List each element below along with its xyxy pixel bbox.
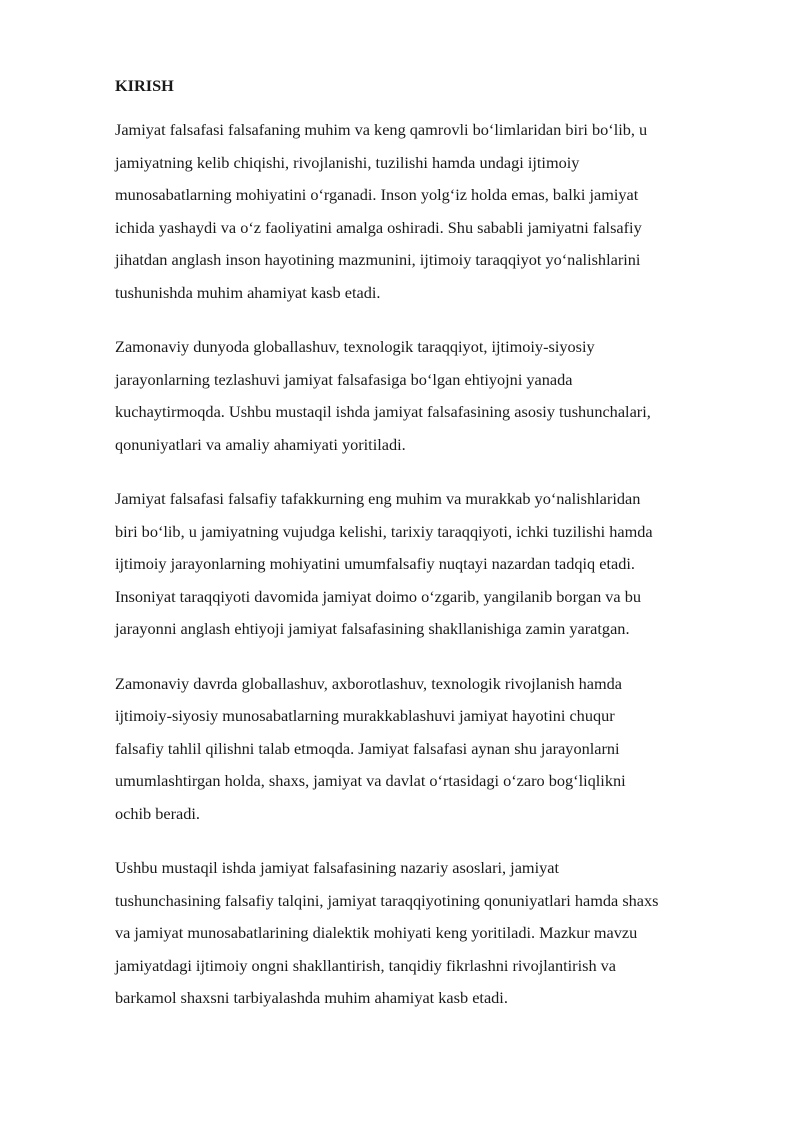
- paragraph-line: ichida yashaydi va o‘z faoliyatini amalga oshiradi. Shu sababli jamiyatni falsafiy: [115, 217, 642, 237]
- paragraph-line: kuchaytirmoqda. Ushbu mustaqil ishda jamiyat falsafasining asosiy tushunchalari,: [115, 402, 651, 421]
- paragraph-2: [115, 331, 745, 461]
- paragraph-line: va jamiyat munosabatlarining dialektik mohiyati keng yoritiladi. Mazkur mavzu: [115, 923, 638, 942]
- paragraph-line: Insoniyat taraqqiyoti davomida jamiyat doimo o‘zgarib, yangilanib borgan va bu: [115, 586, 642, 606]
- paragraph-line: jihatdan anglash inson hayotining mazmunini, ijtimoiy taraqqiyot yo‘nalishlarini: [115, 250, 641, 269]
- paragraph-4: [115, 668, 745, 831]
- paragraph-line: jamiyatdagi ijtimoiy ongni shakllantirish, tanqidiy fikrlashni rivojlantirish va: [115, 955, 617, 975]
- paragraph-line: biri bo‘lib, u jamiyatning vujudga kelishi, tarixiy taraqqiyoti, ichki tuzilishi hamda: [115, 521, 653, 541]
- paragraph-line: Zamonaviy davrda globallashuv, axborotlashuv, texnologik rivojlanish hamda: [115, 673, 623, 693]
- section-heading: KIRISH: [115, 76, 174, 95]
- paragraph-line: jarayonni anglash ehtiyoji jamiyat falsafasining shakllanishiga zamin yaratgan.: [115, 619, 630, 638]
- paragraph-line: tushunishda muhim ahamiyat kasb etadi.: [115, 282, 381, 302]
- paragraph-line: ijtimoiy-siyosiy munosabatlarning murakkablashuvi jamiyat hayotini chuqur: [115, 706, 615, 725]
- paragraph-line: munosabatlarning mohiyatini o‘rganadi. Inson yolg‘iz holda emas, balki jamiyat: [115, 185, 639, 204]
- paragraph-line: umumlashtirgan holda, shaxs, jamiyat va davlat o‘rtasidagi o‘zaro bog‘liqlikni: [115, 771, 626, 790]
- paragraph-line: falsafiy tahlil qilishni talab etmoqda. Jamiyat falsafasi aynan shu jarayonlarni: [115, 738, 620, 758]
- document-body: [115, 76, 745, 1015]
- paragraph-5: [115, 852, 745, 1015]
- paragraph-line: barkamol shaxsni tarbiyalashda muhim ahamiyat kasb etadi.: [115, 988, 508, 1007]
- paragraph-line: jarayonlarning tezlashuvi jamiyat falsafasiga bo‘lgan ehtiyojni yanada: [115, 369, 573, 389]
- paragraph-line: tushunchasining falsafiy talqini, jamiyat taraqqiyotining qonuniyatlari hamda shaxs: [115, 890, 659, 910]
- paragraph-1: [115, 114, 745, 309]
- paragraph-line: qonuniyatlari va amaliy ahamiyati yoritiladi.: [115, 434, 406, 454]
- paragraph-3: [115, 483, 745, 646]
- paragraph-line: ochib beradi.: [115, 803, 200, 823]
- paragraph-line: jamiyatning kelib chiqishi, rivojlanishi, tuzilishi hamda undagi ijtimoiy: [115, 152, 580, 172]
- paragraph-line: Zamonaviy dunyoda globallashuv, texnologik taraqqiyot, ijtimoiy-siyosiy: [115, 337, 595, 356]
- paragraph-line: Ushbu mustaqil ishda jamiyat falsafasining nazariy asoslari, jamiyat: [115, 858, 560, 877]
- paragraph-line: ijtimoiy jarayonlarning mohiyatini umumfalsafiy nuqtayi nazardan tadqiq etadi.: [115, 554, 635, 573]
- paragraph-line: Jamiyat falsafasi falsafaning muhim va keng qamrovli bo‘limlaridan biri bo‘lib, u: [115, 120, 648, 139]
- paragraph-line: Jamiyat falsafasi falsafiy tafakkurning eng muhim va murakkab yo‘nalishlaridan: [115, 489, 641, 508]
